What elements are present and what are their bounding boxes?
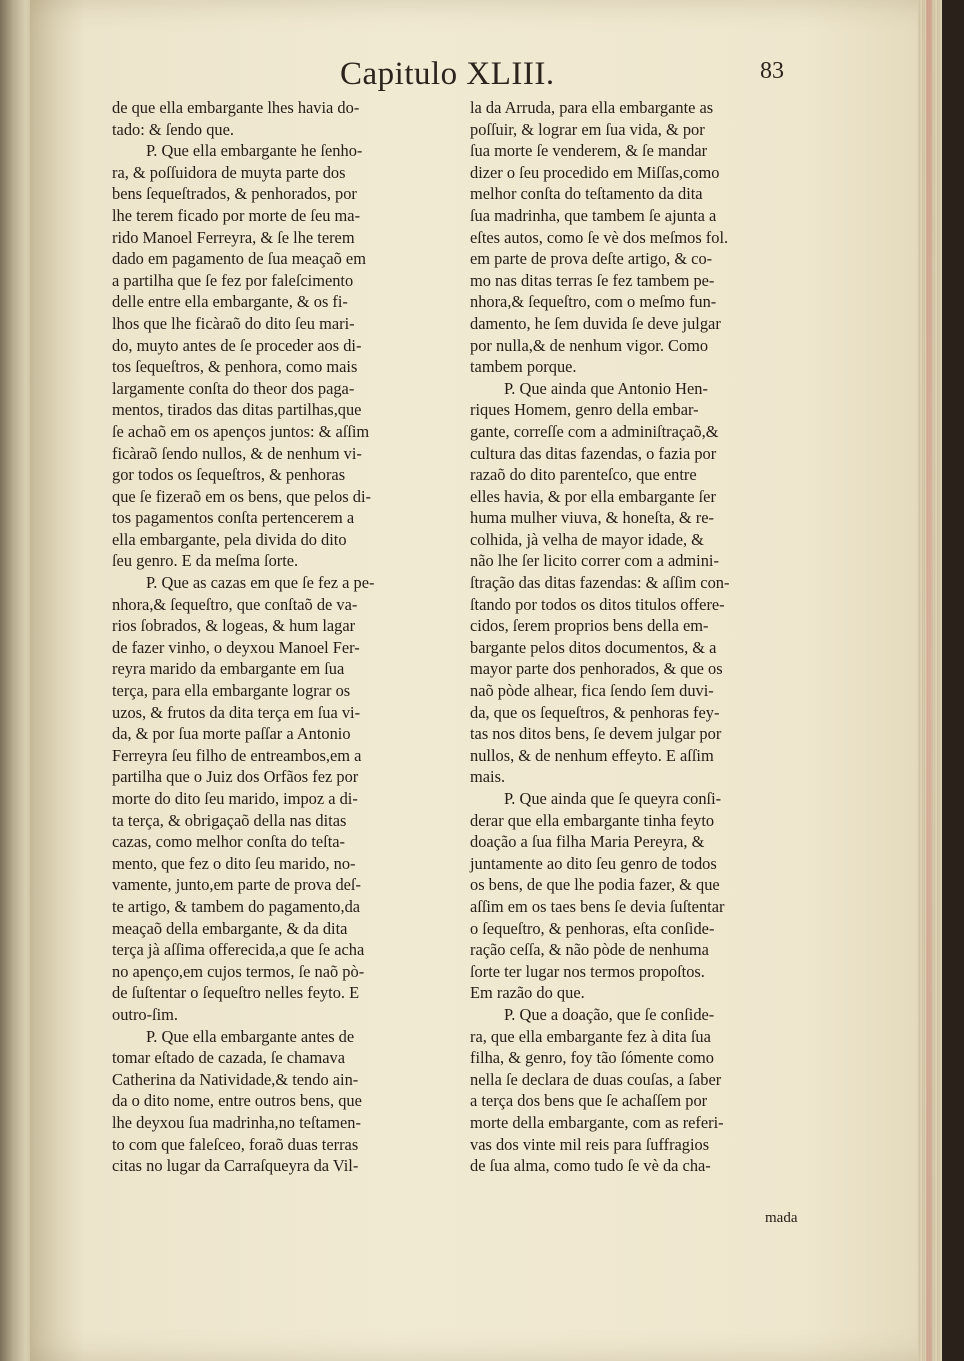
text-line: la da Arruda, para ella embargante as (470, 98, 714, 117)
text-line: dizer o ſeu procedido em Miſſas,como (470, 162, 720, 182)
text-line: morte della embargante, com as referi- (470, 1112, 724, 1132)
text-line: ſtando por todos os ditos titulos offere- (470, 594, 725, 614)
text-line: lhe terem ficado por morte de ſeu ma- (112, 205, 361, 225)
text-line: P. Que ella embargante antes de (146, 1026, 355, 1046)
text-line: uzos, & frutos da dita terça em ſua vi- (112, 702, 361, 722)
text-line: terça jà aſſima offerecida,a que ſe acha (112, 940, 365, 960)
text-line: de ſuſtentar o ſequeſtro nelles feyto. E (112, 983, 360, 1003)
text-line: delle entre ella embargante, & os fi- (112, 292, 348, 312)
text-line: mais. (470, 767, 506, 787)
text-line: juntamente ao dito ſeu genro de todos (470, 853, 717, 873)
text-line: da, & por ſua morte paſſar a Antonio (112, 724, 351, 744)
text-line: Ferreyra ſeu filho de entreambos,em a (112, 745, 362, 765)
text-line: Catherina da Natividade,& tendo ain- (112, 1069, 359, 1089)
text-line: do, muyto antes de ſe proceder aos di- (112, 335, 362, 355)
text-line: os bens, de que lhe podia fazer, & que (470, 875, 720, 895)
text-line: morte do dito ſeu marido, impoz a di- (112, 789, 358, 808)
text-line: a terça dos bens que ſe achaſſem por (470, 1091, 708, 1111)
text-line: nhora,& ſequeſtro, com o meſmo fun- (470, 292, 717, 312)
text-line: ſtração das ditas fazendas: & aſſim con- (470, 573, 730, 593)
page-number: 83 (760, 58, 784, 84)
text-line: ſua madrinha, que tambem ſe ajunta a (470, 205, 717, 225)
text-line: P. Que a doação, que ſe conſide- (504, 1004, 715, 1024)
text-line: cazas, como melhor conſta do teſta- (112, 832, 346, 852)
text-line: da, que os ſequeſtros, & penhoras fey- (470, 702, 720, 722)
text-line: tomar eſtado de cazada, ſe chamava (112, 1048, 345, 1068)
text-line: melhor conſta do teſtamento da dita (470, 184, 703, 204)
text-line: bargante pelos ditos documentos, & a (470, 637, 717, 657)
text-line: nella ſe declara de duas couſas, a ſaber (470, 1069, 722, 1089)
text-line: P. Que as cazas em que ſe fez a pe- (146, 573, 375, 593)
text-line: ra, que ella embargante fez à dita ſua (470, 1026, 711, 1046)
text-line: lhe deyxou ſua madrinha,no teſtamen- (112, 1112, 361, 1132)
text-line: vamente, junto,em parte de prova deſ- (112, 875, 361, 895)
text-line: derar que ella embargante tinha feyto (470, 810, 715, 830)
text-line: gante, correſſe com a adminiſtraçaõ,& (470, 421, 719, 441)
text-line: te artigo, & tambem do pagamento,da (112, 896, 361, 916)
text-line: outro-ſim. (112, 1004, 179, 1024)
text-line: poſſuir, & lograr em ſua vida, & por (470, 119, 705, 139)
text-line: doação a ſua filha Maria Pereyra, & (470, 832, 705, 852)
text-line: razaõ do dito parenteſco, que entre (470, 465, 697, 485)
text-line: de que ella embargante lhes havia do- (112, 98, 360, 117)
text-line: a partilha que ſe fez por faleſcimento (112, 270, 354, 290)
left-column (112, 97, 462, 1177)
text-line: citas no lugar da Carraſqueyra da Vil- (112, 1156, 359, 1176)
text-line: mento, que fez o dito ſeu marido, no- (112, 853, 356, 873)
text-line: em parte de prova deſte artigo, & co- (470, 249, 713, 269)
text-line: mo nas ditas terras ſe fez tambem pe- (470, 270, 715, 290)
text-line: cidos, ſerem proprios bens della em- (470, 616, 709, 636)
text-line: colhida, jà velha de mayor idade, & (470, 529, 704, 549)
page-header (30, 56, 942, 96)
text-line: cultura das ditas fazendas, o fazia por (470, 443, 717, 463)
text-line: mayor parte dos penhorados, & que os (470, 659, 723, 679)
text-line: bens ſequeſtrados, & penhorados, por (112, 184, 357, 204)
text-line: tambem porque. (470, 357, 577, 377)
text-line: nhora,& ſequeſtro, que conſtaõ de va- (112, 594, 358, 614)
text-line: ra, & poſſuidora de muyta parte dos (112, 162, 346, 182)
text-line: damento, he ſem duvida ſe deve julgar (470, 313, 721, 333)
right-column (470, 97, 828, 1177)
text-line: to com que faleſceo, foraõ duas terras (112, 1134, 359, 1154)
text-line: ſeu genro. E da meſma ſorte. (112, 551, 299, 571)
text-line: mentos, tirados das ditas partilhas,que (112, 400, 362, 420)
text-line: por nulla,& de nenhum vigor. Como (470, 335, 709, 355)
text-line: P. Que ella embargante he ſenho- (146, 141, 363, 161)
text-line: rido Manoel Ferreyra, & ſe lhe terem (112, 227, 355, 247)
text-line: ſua morte ſe venderem, & ſe mandar (470, 141, 708, 161)
text-line: tos pagamentos conſta pertencerem a (112, 508, 355, 528)
text-line: ſe achaõ em os apenços juntos: & aſſim (112, 421, 370, 441)
text-line: que ſe fizeraõ em os bens, que pelos di- (112, 486, 371, 506)
page-edge-tint (926, 0, 932, 1361)
text-line: Em razão do que. (470, 983, 585, 1003)
text-line: o ſequeſtro, & penhoras, eſta conſide- (470, 918, 715, 938)
text-line: da o dito nome, entre outros bens, que (112, 1091, 362, 1111)
text-line: filha, & genro, foy tão ſómente como (470, 1048, 714, 1068)
text-line: rios ſobrados, & logeas, & hum lagar (112, 616, 356, 636)
text-line: de fazer vinho, o deyxou Manoel Fer- (112, 637, 360, 657)
text-line: dado em pagamento de ſua meaçaõ em (112, 249, 366, 269)
text-line: tado: & ſendo que. (112, 119, 234, 139)
text-line: no apenço,em cujos termos, ſe naõ pò- (112, 961, 365, 981)
text-line: nullos, & de nenhum effeyto. E aſſim (470, 745, 714, 765)
text-line: aſſim em os taes bens ſe devia ſuſtentar (470, 896, 725, 916)
text-line: vas dos vinte mil reis para ſuffragios (470, 1134, 710, 1154)
text-line: tas nos ditos bens, ſe devem julgar por (470, 724, 722, 744)
text-line: tos ſequeſtros, & penhora, como mais (112, 357, 358, 377)
text-line: P. Que ainda que ſe queyra conſi- (504, 789, 722, 808)
running-head: Capitulo XLIII. (340, 56, 555, 92)
text-line: ella embargante, pela divida do dito (112, 529, 347, 549)
text-line: lhos que lhe ficàraõ do dito ſeu mari- (112, 313, 355, 333)
text-line: elles havia, & por ella embargante ſer (470, 486, 716, 506)
text-line: largamente conſta do theor dos paga- (112, 378, 355, 398)
text-line: não lhe ſer licito correr com a admini- (470, 551, 719, 571)
text-line: reyra marido da embargante em ſua (112, 659, 345, 679)
text-line: gor todos os ſequeſtros, & penhoras (112, 465, 346, 485)
text-line: ta terça, & obrigaçaõ della nas ditas (112, 810, 347, 830)
text-line: de ſua alma, como tudo ſe vè da cha- (470, 1156, 711, 1176)
text-line: ficàraõ ſendo nullos, & de nenhum vi- (112, 443, 362, 463)
text-line: naõ pòde alhear, fica ſendo ſem duvi- (470, 681, 714, 701)
page (30, 0, 942, 1361)
text-line: terça, para ella embargante lograr os (112, 681, 351, 701)
text-line: P. Que ainda que Antonio Hen- (504, 378, 708, 398)
catchword: mada (765, 1210, 798, 1226)
text-line: eſtes autos, como ſe vè dos meſmos fol. (470, 227, 729, 247)
text-line: meaçaõ della embargante, & da dita (112, 918, 348, 938)
text-line: ração ceſſa, & não pòde de nenhuma (470, 940, 709, 960)
text-line: partilha que o Juiz dos Orfãos fez por (112, 767, 359, 787)
text-line: riques Homem, genro della embar- (470, 400, 699, 420)
text-line: ſorte ter lugar nos termos propoſtos. (470, 961, 705, 981)
book-gutter (0, 0, 34, 1361)
text-line: huma mulher viuva, & honeſta, & re- (470, 508, 714, 528)
